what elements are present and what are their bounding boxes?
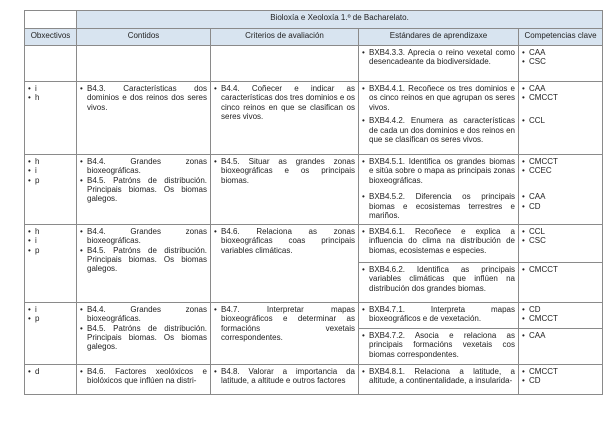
- list-item: • BXB4.6.1. Recoñece e explica a influencia do clima na distribución de biomas, ecosistemas e especies.: [362, 227, 515, 255]
- title-row: [25, 11, 603, 29]
- list-item: • CMCCT: [522, 314, 599, 323]
- list-item: • B4.6. Factores xeolóxicos e biolóxicos que inflúen na distri-: [80, 367, 207, 386]
- list-item: • BXB4.7.1. Interpreta mapas bioxeográficos e de vexetación.: [362, 305, 515, 324]
- table-row: [25, 224, 603, 262]
- comp-cell: [519, 328, 603, 364]
- list-item: • B4.4. Coñecer e indicar as características dos tres dominios e os cinco reinos en que se clasifican os seres vivos.: [214, 84, 355, 122]
- cont-cell: [77, 82, 211, 155]
- cont-cell: [77, 154, 211, 224]
- list-item: • CSC: [522, 57, 599, 66]
- list-item: • B4.5. Patróns de distribución. Principais biomas. Os biomas galegos.: [80, 176, 207, 204]
- comp-cell: [519, 82, 603, 115]
- header-contidos: Contidos: [77, 29, 211, 46]
- std-cell: [359, 190, 519, 224]
- std-cell: [359, 114, 519, 154]
- table-row: [25, 154, 603, 190]
- list-item: • B4.4. Grandes zonas bioxeográficas.: [80, 157, 207, 176]
- list-item: • CD: [522, 305, 599, 314]
- list-item: • i: [28, 84, 73, 93]
- crit-cell: [211, 224, 359, 302]
- obj-cell: [25, 364, 77, 394]
- list-item: • d: [28, 367, 73, 376]
- comp-cell: [519, 114, 603, 154]
- list-item: • B4.7. Interpretar mapas bioxeográficos e determinar as formacións vexetais correspondentes.: [214, 305, 355, 343]
- std-cell: [359, 46, 519, 82]
- list-item: • CCL: [522, 227, 599, 236]
- obj-cell: [25, 224, 77, 302]
- table-row: [25, 82, 603, 115]
- list-item: • CMCCT: [522, 367, 599, 376]
- list-item: • CMCCT: [522, 265, 599, 274]
- table-title: Bioloxía e Xeoloxía 1.º de Bacharelato.: [77, 11, 603, 29]
- comp-cell: [519, 364, 603, 394]
- crit-cell: [211, 154, 359, 224]
- table-row: [25, 364, 603, 394]
- list-item: • p: [28, 314, 73, 323]
- crit-cell: [211, 302, 359, 364]
- list-item: • BXB4.6.2. Identifica as principais variables climáticas que inflúen na distribución dos grandes biomas.: [362, 265, 515, 293]
- list-item: • BXB4.4.1. Recoñece os tres dominios e os cinco reinos en que agrupan os seres vivos.: [362, 84, 515, 112]
- cont-cell: [77, 224, 211, 302]
- list-item: • i: [28, 166, 73, 175]
- header-criterios: Criterios de avaliación: [211, 29, 359, 46]
- std-cell: [359, 224, 519, 262]
- std-cell: [359, 328, 519, 364]
- list-item: • CCL: [522, 116, 599, 125]
- list-item: • BXB4.4.2. Enumera as características de cada un dos dominios e dos reinos en que se clasifican os seres vivos.: [362, 116, 515, 144]
- list-item: • CAA: [522, 84, 599, 93]
- header-obxectivos: Obxectivos: [25, 29, 77, 46]
- list-item: • i: [28, 236, 73, 245]
- std-cell: [359, 154, 519, 190]
- comp-cell: [519, 262, 603, 302]
- obj-cell: [25, 154, 77, 224]
- list-item: • B4.4. Grandes zonas bioxeográficas.: [80, 305, 207, 324]
- list-item: • BXB4.7.2. Asocia e relaciona as principais formacións vexetais cos biomas correspondentes.: [362, 331, 515, 359]
- std-cell: [359, 364, 519, 394]
- list-item: • h: [28, 93, 73, 102]
- list-item: • B4.6. Relaciona as zonas bioxeográficas coas principais variables climáticas.: [214, 227, 355, 255]
- list-item: • CD: [522, 202, 599, 211]
- comp-cell: [519, 190, 603, 224]
- header-row: [25, 29, 603, 46]
- header-competencias: Competencias clave: [519, 29, 603, 46]
- cont-cell: [77, 46, 211, 82]
- comp-cell: [519, 302, 603, 328]
- list-item: • BXB4.5.2. Diferencia os principais biomas e ecosistemas terrestres e mariños.: [362, 192, 515, 220]
- list-item: • B4.3. Características dos dominios e dos reinos dos seres vivos.: [80, 84, 207, 112]
- title-blank-cell: [25, 11, 77, 29]
- list-item: • CAA: [522, 192, 599, 201]
- crit-cell: [211, 364, 359, 394]
- comp-cell: [519, 224, 603, 262]
- table-row: [25, 302, 603, 328]
- list-item: • CAA: [522, 331, 599, 340]
- list-item: • CSC: [522, 236, 599, 245]
- list-item: • B4.8. Valorar a importancia da latitude, a altitude e outros factores: [214, 367, 355, 386]
- comp-cell: [519, 46, 603, 82]
- list-item: • B4.5. Patróns de distribución. Principais biomas. Os biomas galegos.: [80, 324, 207, 352]
- list-item: • CMCCT: [522, 157, 599, 166]
- list-item: • B4.5. Patróns de distribución. Principais biomas. Os biomas galegos.: [80, 246, 207, 274]
- list-item: • p: [28, 176, 73, 185]
- obj-cell: [25, 82, 77, 155]
- obj-cell: [25, 302, 77, 364]
- list-item: • h: [28, 157, 73, 166]
- list-item: • B4.5. Situar as grandes zonas bioxeográficas e os principais biomas.: [214, 157, 355, 185]
- table-row: [25, 46, 603, 82]
- list-item: • BXB4.5.1. Identifica os grandes biomas e sitúa sobre o mapa as principais zonas bioxeográficas.: [362, 157, 515, 185]
- list-item: • CMCCT: [522, 93, 599, 102]
- cont-cell: [77, 302, 211, 364]
- crit-cell: [211, 82, 359, 155]
- list-item: • h: [28, 227, 73, 236]
- list-item: • BXB4.8.1. Relaciona a latitude, a altitude, a continentalidade, a insularida-: [362, 367, 515, 386]
- crit-cell: [211, 46, 359, 82]
- list-item: • CD: [522, 376, 599, 385]
- header-estandares: Estándares de aprendizaxe: [359, 29, 519, 46]
- list-item: • B4.4. Grandes zonas bioxeográficas.: [80, 227, 207, 246]
- cont-cell: [77, 364, 211, 394]
- list-item: • i: [28, 305, 73, 314]
- obj-cell: [25, 46, 77, 82]
- list-item: • CAA: [522, 48, 599, 57]
- list-item: • CCEC: [522, 166, 599, 175]
- comp-cell: [519, 154, 603, 190]
- curriculum-table: [24, 10, 603, 395]
- list-item: • BXB4.3.3. Aprecia o reino vexetal como desencadeante da biodiversidade.: [362, 48, 515, 67]
- std-cell: [359, 302, 519, 328]
- list-item: • p: [28, 246, 73, 255]
- std-cell: [359, 82, 519, 115]
- std-cell: [359, 262, 519, 302]
